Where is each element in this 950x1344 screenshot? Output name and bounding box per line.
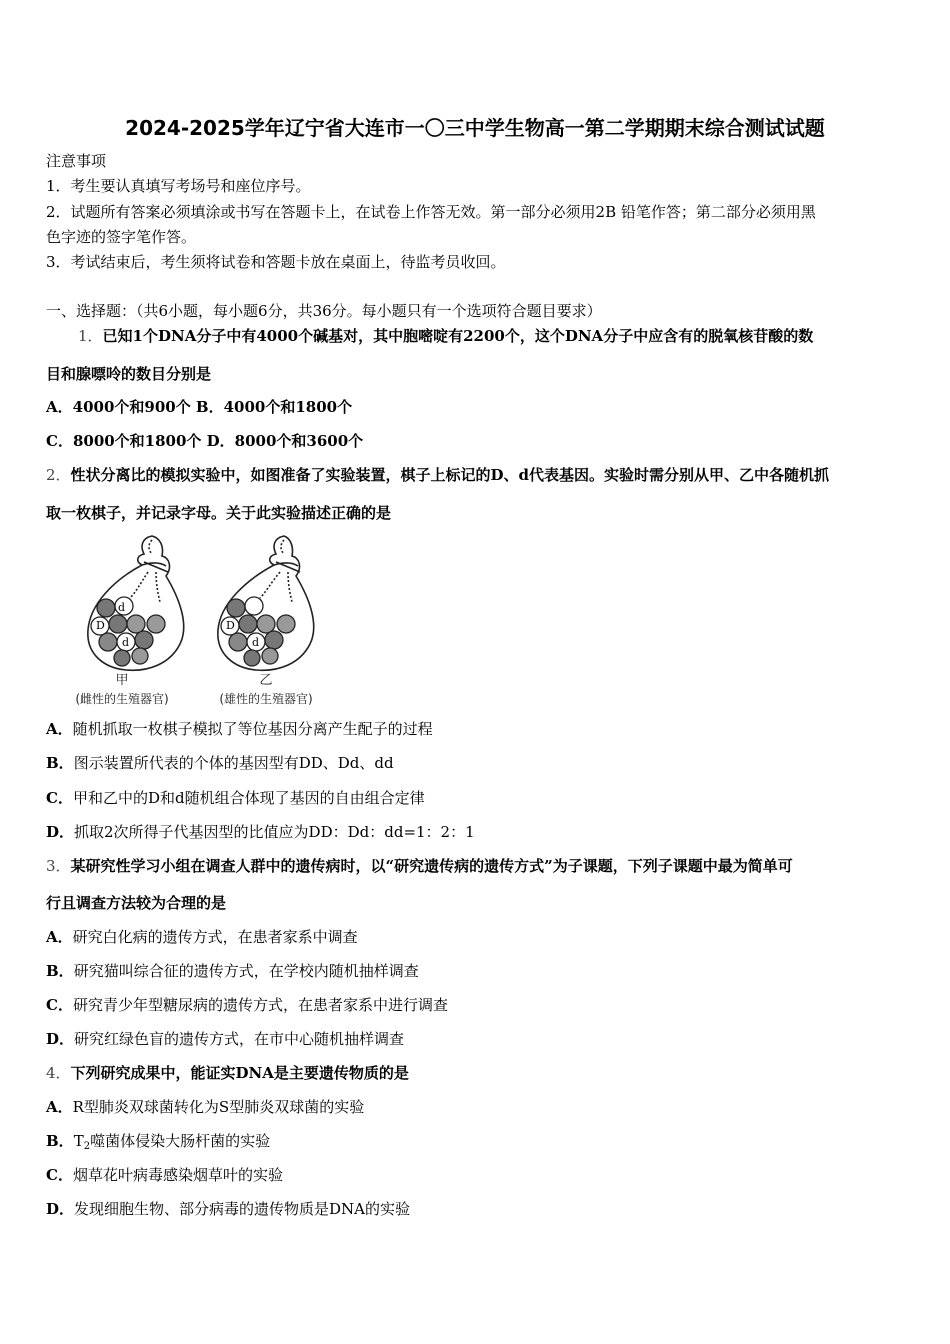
option-label: D．: [46, 1030, 75, 1048]
question-3-cont: 行且调查方法较为合理的是: [46, 894, 227, 912]
option-text: 研究白化病的遗传方式，在患者家系中调查: [72, 928, 358, 946]
bag-illustration: [44, 532, 344, 708]
option-text: R型肺炎双球菌转化为S型肺炎双球菌的实验: [72, 1098, 365, 1116]
option-text: 研究红绿色盲的遗传方式，在市中心随机抽样调查: [74, 1030, 405, 1048]
question-number: 4．: [46, 1064, 71, 1082]
option-text: 随机抓取一枚棋子模拟了等位基因分离产生配子的过程: [72, 720, 433, 738]
option-text-subscript: 2: [83, 1141, 91, 1152]
question-2: [46, 465, 829, 485]
option-label: A．: [46, 928, 73, 946]
notice-item-1: 1．考生要认真填写考场号和座位序号。: [46, 177, 311, 195]
q4-option-c: [46, 1165, 283, 1185]
option-text-post: 噬菌体侵染大肠杆菌的实验: [90, 1132, 271, 1150]
option-label: C．: [46, 1166, 73, 1184]
q3-option-d: [46, 1029, 404, 1049]
q4-option-a: [46, 1097, 364, 1117]
bag-right-caption: (雄性的生殖器官): [219, 692, 313, 706]
option-text: 研究青少年型糖尿病的遗传方式，在患者家系中进行调查: [72, 996, 448, 1014]
q2-option-c: [46, 788, 425, 808]
q1-options-ab: A．4000个和900个 B．4000个和1800个: [46, 398, 353, 416]
question-number: 1．: [78, 327, 103, 345]
option-label: D．: [46, 823, 75, 841]
bag-left-label: 甲: [115, 673, 129, 688]
option-text: 烟草花叶病毒感染烟草叶的实验: [72, 1166, 283, 1184]
option-label: C．: [46, 996, 73, 1014]
option-text: 甲和乙中的D和d随机组合体现了基因的自由组合定律: [72, 789, 425, 807]
question-text: 性状分离比的模拟实验中，如图准备了实验装置，棋子上标记的D、d代表基因。实验时需分别从甲、乙中各随机抓: [70, 466, 830, 484]
chip-letter: d: [118, 601, 126, 614]
q3-option-c: [46, 995, 448, 1015]
option-text: 研究猫叫综合征的遗传方式，在学校内随机抽样调查: [73, 962, 419, 980]
notice-item-2: 2．试题所有答案必须填涂或书写在答题卡上，在试卷上作答无效。第一部分必须用2B 铅笔作答；第二部分必须用黑: [46, 203, 816, 221]
notice-item-3: 3．考试结束后，考生须将试卷和答题卡放在桌面上，待监考员收回。: [46, 253, 506, 271]
question-number: 3．: [46, 857, 71, 875]
option-label: C．: [46, 789, 73, 807]
q2-option-d: [46, 822, 475, 842]
question-1-cont: 目和腺嘌呤的数目分别是: [46, 365, 212, 383]
option-label: A．: [46, 720, 73, 738]
option-text-pre: T: [73, 1132, 84, 1150]
chip-letter: d: [122, 636, 130, 649]
page-title: 2024-2025学年辽宁省大连市一〇三中学生物高一第二学期期末综合测试试题: [125, 116, 825, 140]
question-4: [46, 1063, 409, 1083]
question-text: 下列研究成果中，能证实DNA是主要遗传物质的是: [70, 1064, 409, 1082]
question-number: 2．: [46, 466, 71, 484]
question-text: 已知1个DNA分子中有4000个碱基对，其中胞嘧啶有2200个，这个DNA分子中应含有的脱氧核苷酸的数: [102, 327, 814, 345]
bag-left-caption: (雌性的生殖器官): [75, 692, 169, 706]
question-text: 某研究性学习小组在调查人群中的遗传病时，以“研究遗传病的遗传方式”为子课题，下列子课题中最为简单可: [70, 857, 793, 875]
option-label: D．: [46, 1200, 75, 1218]
question-3: [46, 856, 793, 876]
question-2-cont: 取一枚棋子，并记录字母。关于此实验描述正确的是: [46, 504, 392, 522]
option-label: B．: [46, 1132, 74, 1150]
option-text: 发现细胞生物、部分病毒的遗传物质是DNA的实验: [74, 1200, 411, 1218]
option-label: B．: [46, 754, 74, 772]
chip-letter: D: [226, 619, 235, 632]
chip-letter: D: [96, 619, 105, 632]
chips-right: [221, 597, 295, 666]
q3-option-a: [46, 927, 358, 947]
bag-right-label: 乙: [259, 673, 273, 688]
q2-option-a: [46, 719, 433, 739]
option-text: 抓取2次所得子代基因型的比值应为DD：Dd：dd=1：2：1: [74, 823, 475, 841]
section-heading: 一、选择题：（共6小题，每小题6分，共36分。每小题只有一个选项符合题目要求）: [46, 302, 602, 320]
option-label: B．: [46, 962, 74, 980]
option-text: 图示装置所代表的个体的基因型有DD、Dd、dd: [73, 754, 394, 772]
option-label: A．: [46, 1098, 73, 1116]
notice-heading: 注意事项: [46, 152, 107, 170]
notice-item-2-cont: 色字迹的签字笔作答。: [46, 228, 197, 246]
bag-figure: [44, 532, 344, 708]
q4-option-b: [46, 1131, 270, 1157]
q2-option-b: [46, 753, 394, 773]
chip-letter: d: [252, 636, 260, 649]
chips-left: [91, 597, 165, 666]
q4-option-d: [46, 1199, 410, 1219]
q1-options-cd: C．8000个和1800个 D．8000个和3600个: [46, 432, 364, 450]
q3-option-b: [46, 961, 419, 981]
question-1: [78, 326, 813, 346]
